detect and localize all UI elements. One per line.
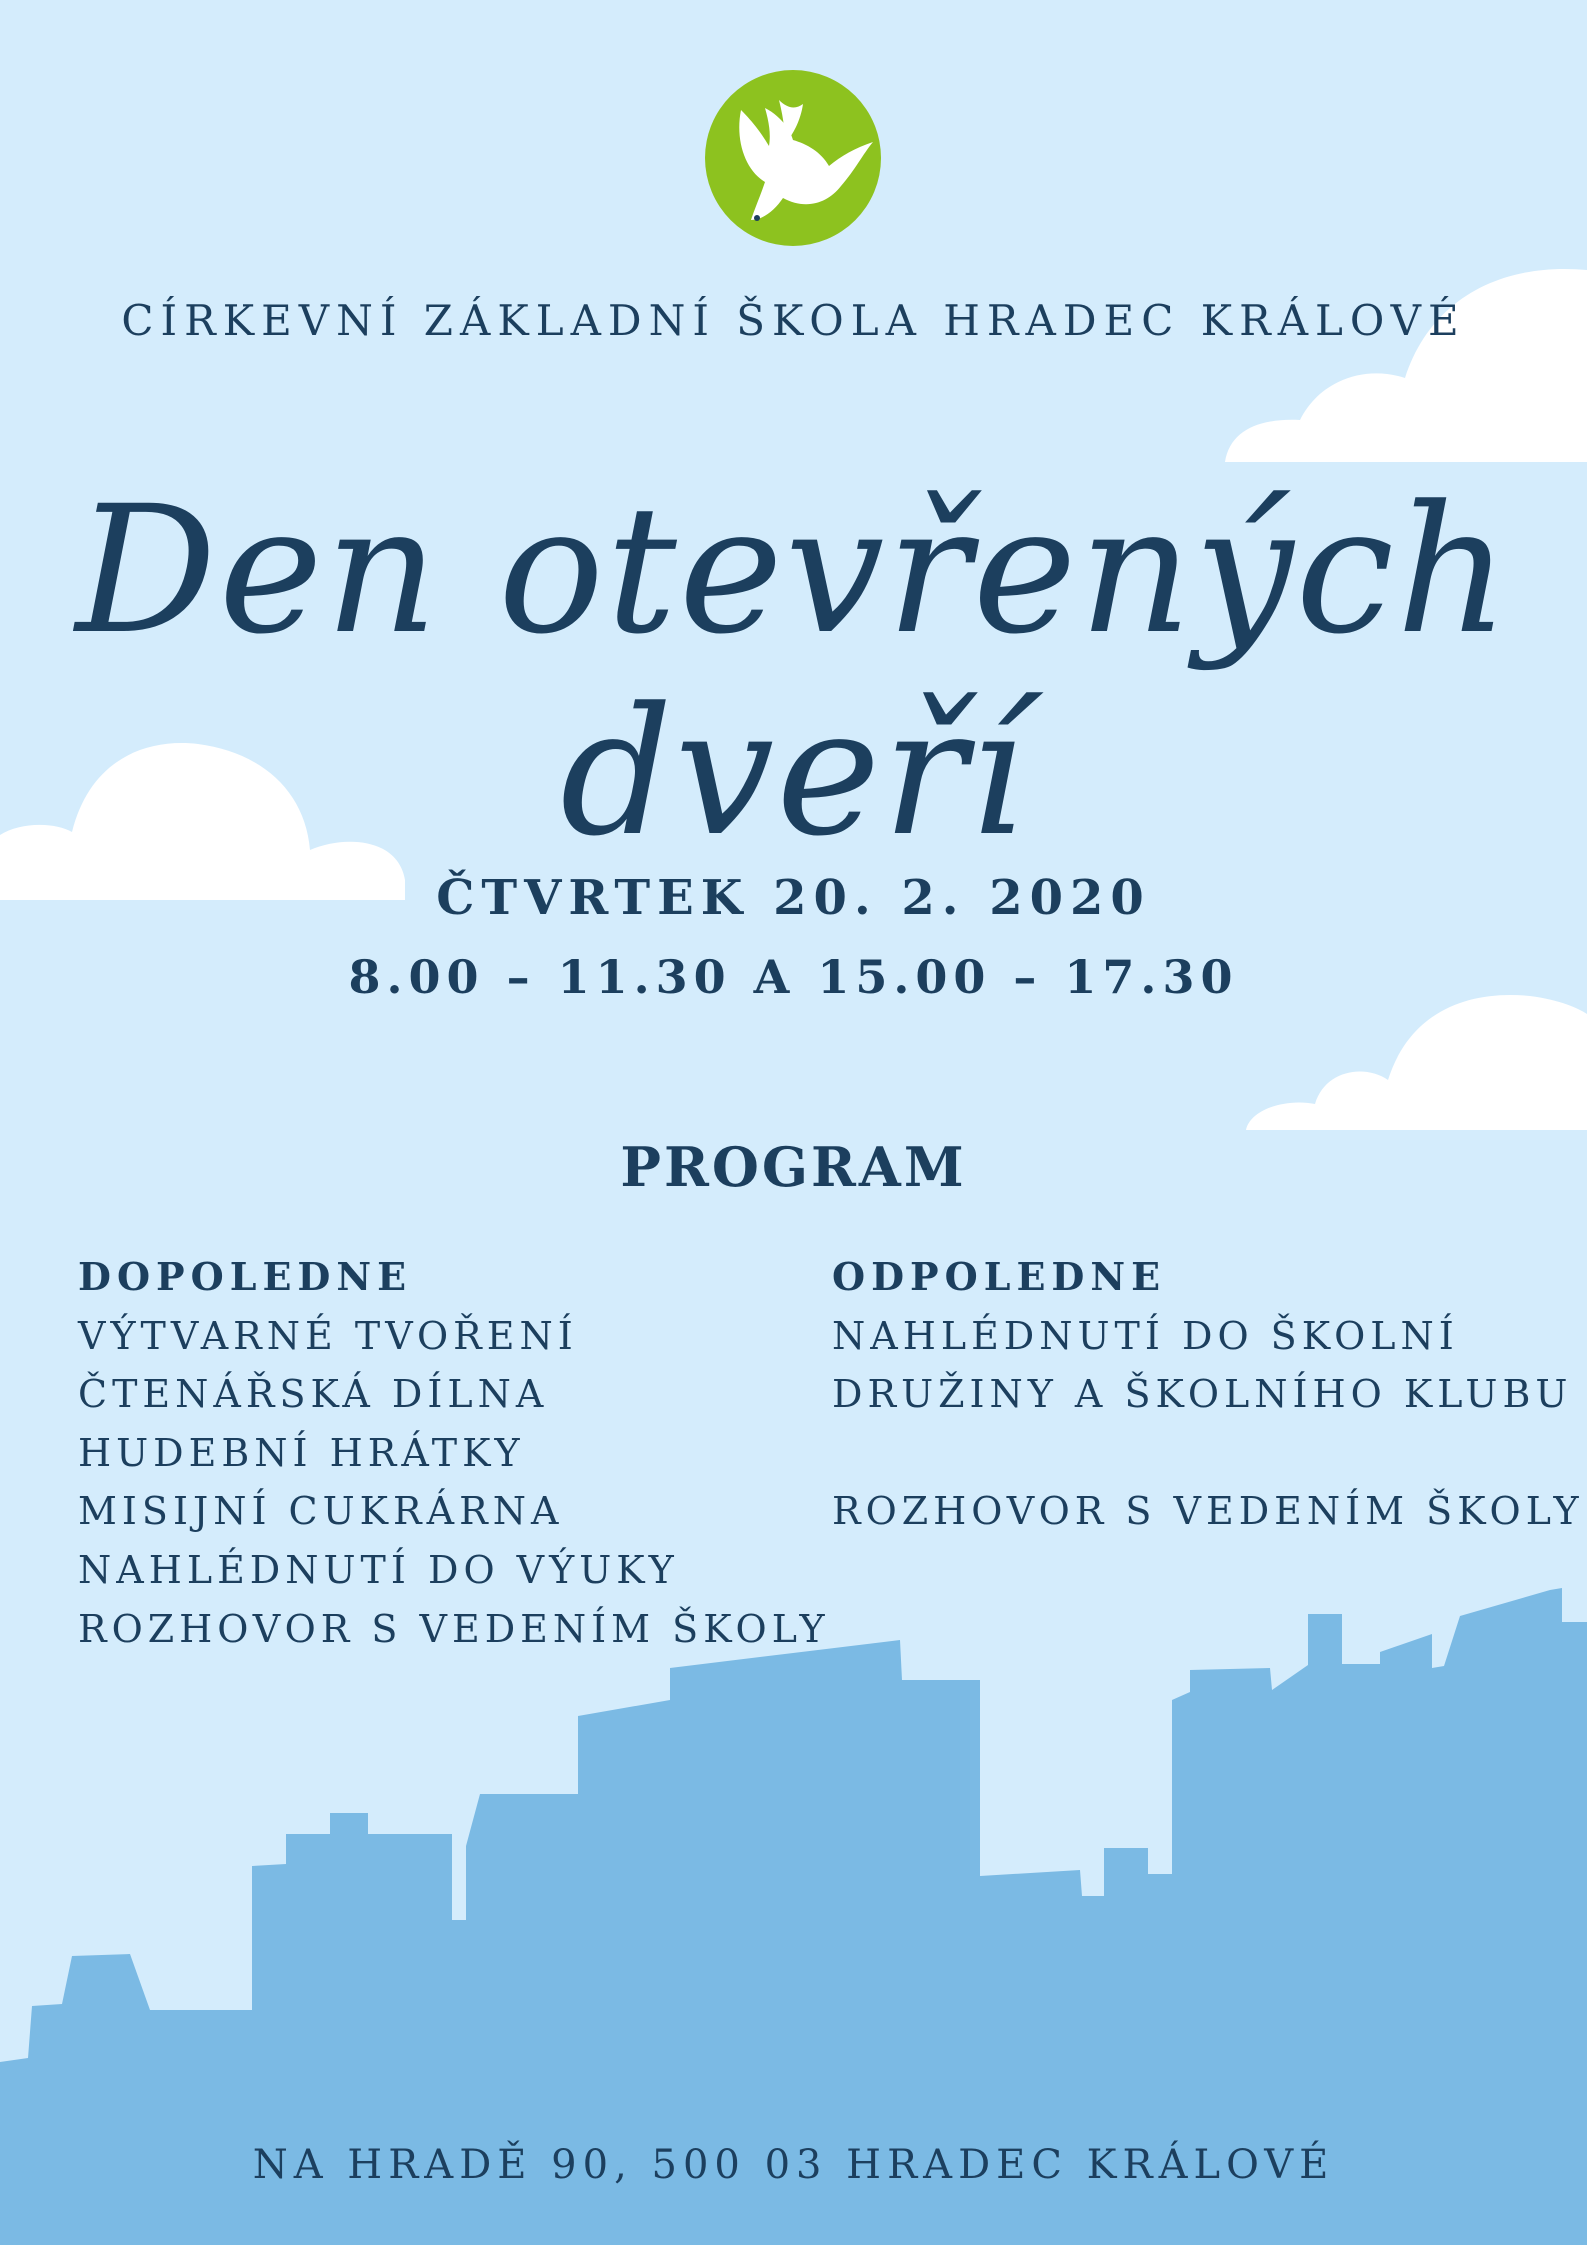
morning-heading: DOPOLEDNE — [78, 1254, 413, 1299]
morning-program — [78, 1248, 838, 1658]
event-title: Den otevřených dveří — [75, 468, 1512, 876]
cloud-mid-right — [1246, 995, 1587, 1130]
program-item: VÝTVARNÉ TVOŘENÍ — [78, 1313, 578, 1358]
program-item: NAHLÉDNUTÍ DO ŠKOLNÍ — [832, 1313, 1459, 1358]
program-item: MISIJNÍ CUKRÁRNA — [78, 1489, 564, 1534]
afternoon-heading: ODPOLEDNE — [832, 1254, 1167, 1299]
program-item: ROZHOVOR S VEDENÍM ŠKOLY — [78, 1606, 830, 1651]
school-name: CÍRKEVNÍ ZÁKLADNÍ ŠKOLA HRADEC KRÁLOVÉ — [121, 296, 1466, 345]
event-date: ČTVRTEK 20. 2. 2020 — [436, 870, 1151, 926]
school-logo — [705, 70, 881, 246]
program-item: NAHLÉDNUTÍ DO VÝUKY — [78, 1547, 679, 1592]
program-item: DRUŽINY A ŠKOLNÍHO KLUBU — [832, 1372, 1573, 1417]
program-item: ČTENÁŘSKÁ DÍLNA — [78, 1372, 549, 1417]
program-item: ROZHOVOR S VEDENÍM ŠKOLY — [832, 1489, 1584, 1534]
school-address: NA HRADĚ 90, 500 03 HRADEC KRÁLOVÉ — [252, 2142, 1335, 2188]
program-item: HUDEBNÍ HRÁTKY — [78, 1430, 525, 1475]
program-item-spacer — [832, 1424, 1572, 1483]
afternoon-program — [832, 1248, 1584, 1541]
dove-eye — [754, 215, 760, 221]
event-time: 8.00 – 11.30 A 15.00 – 17.30 — [348, 950, 1239, 1004]
program-heading: PROGRAM — [620, 1135, 967, 1199]
